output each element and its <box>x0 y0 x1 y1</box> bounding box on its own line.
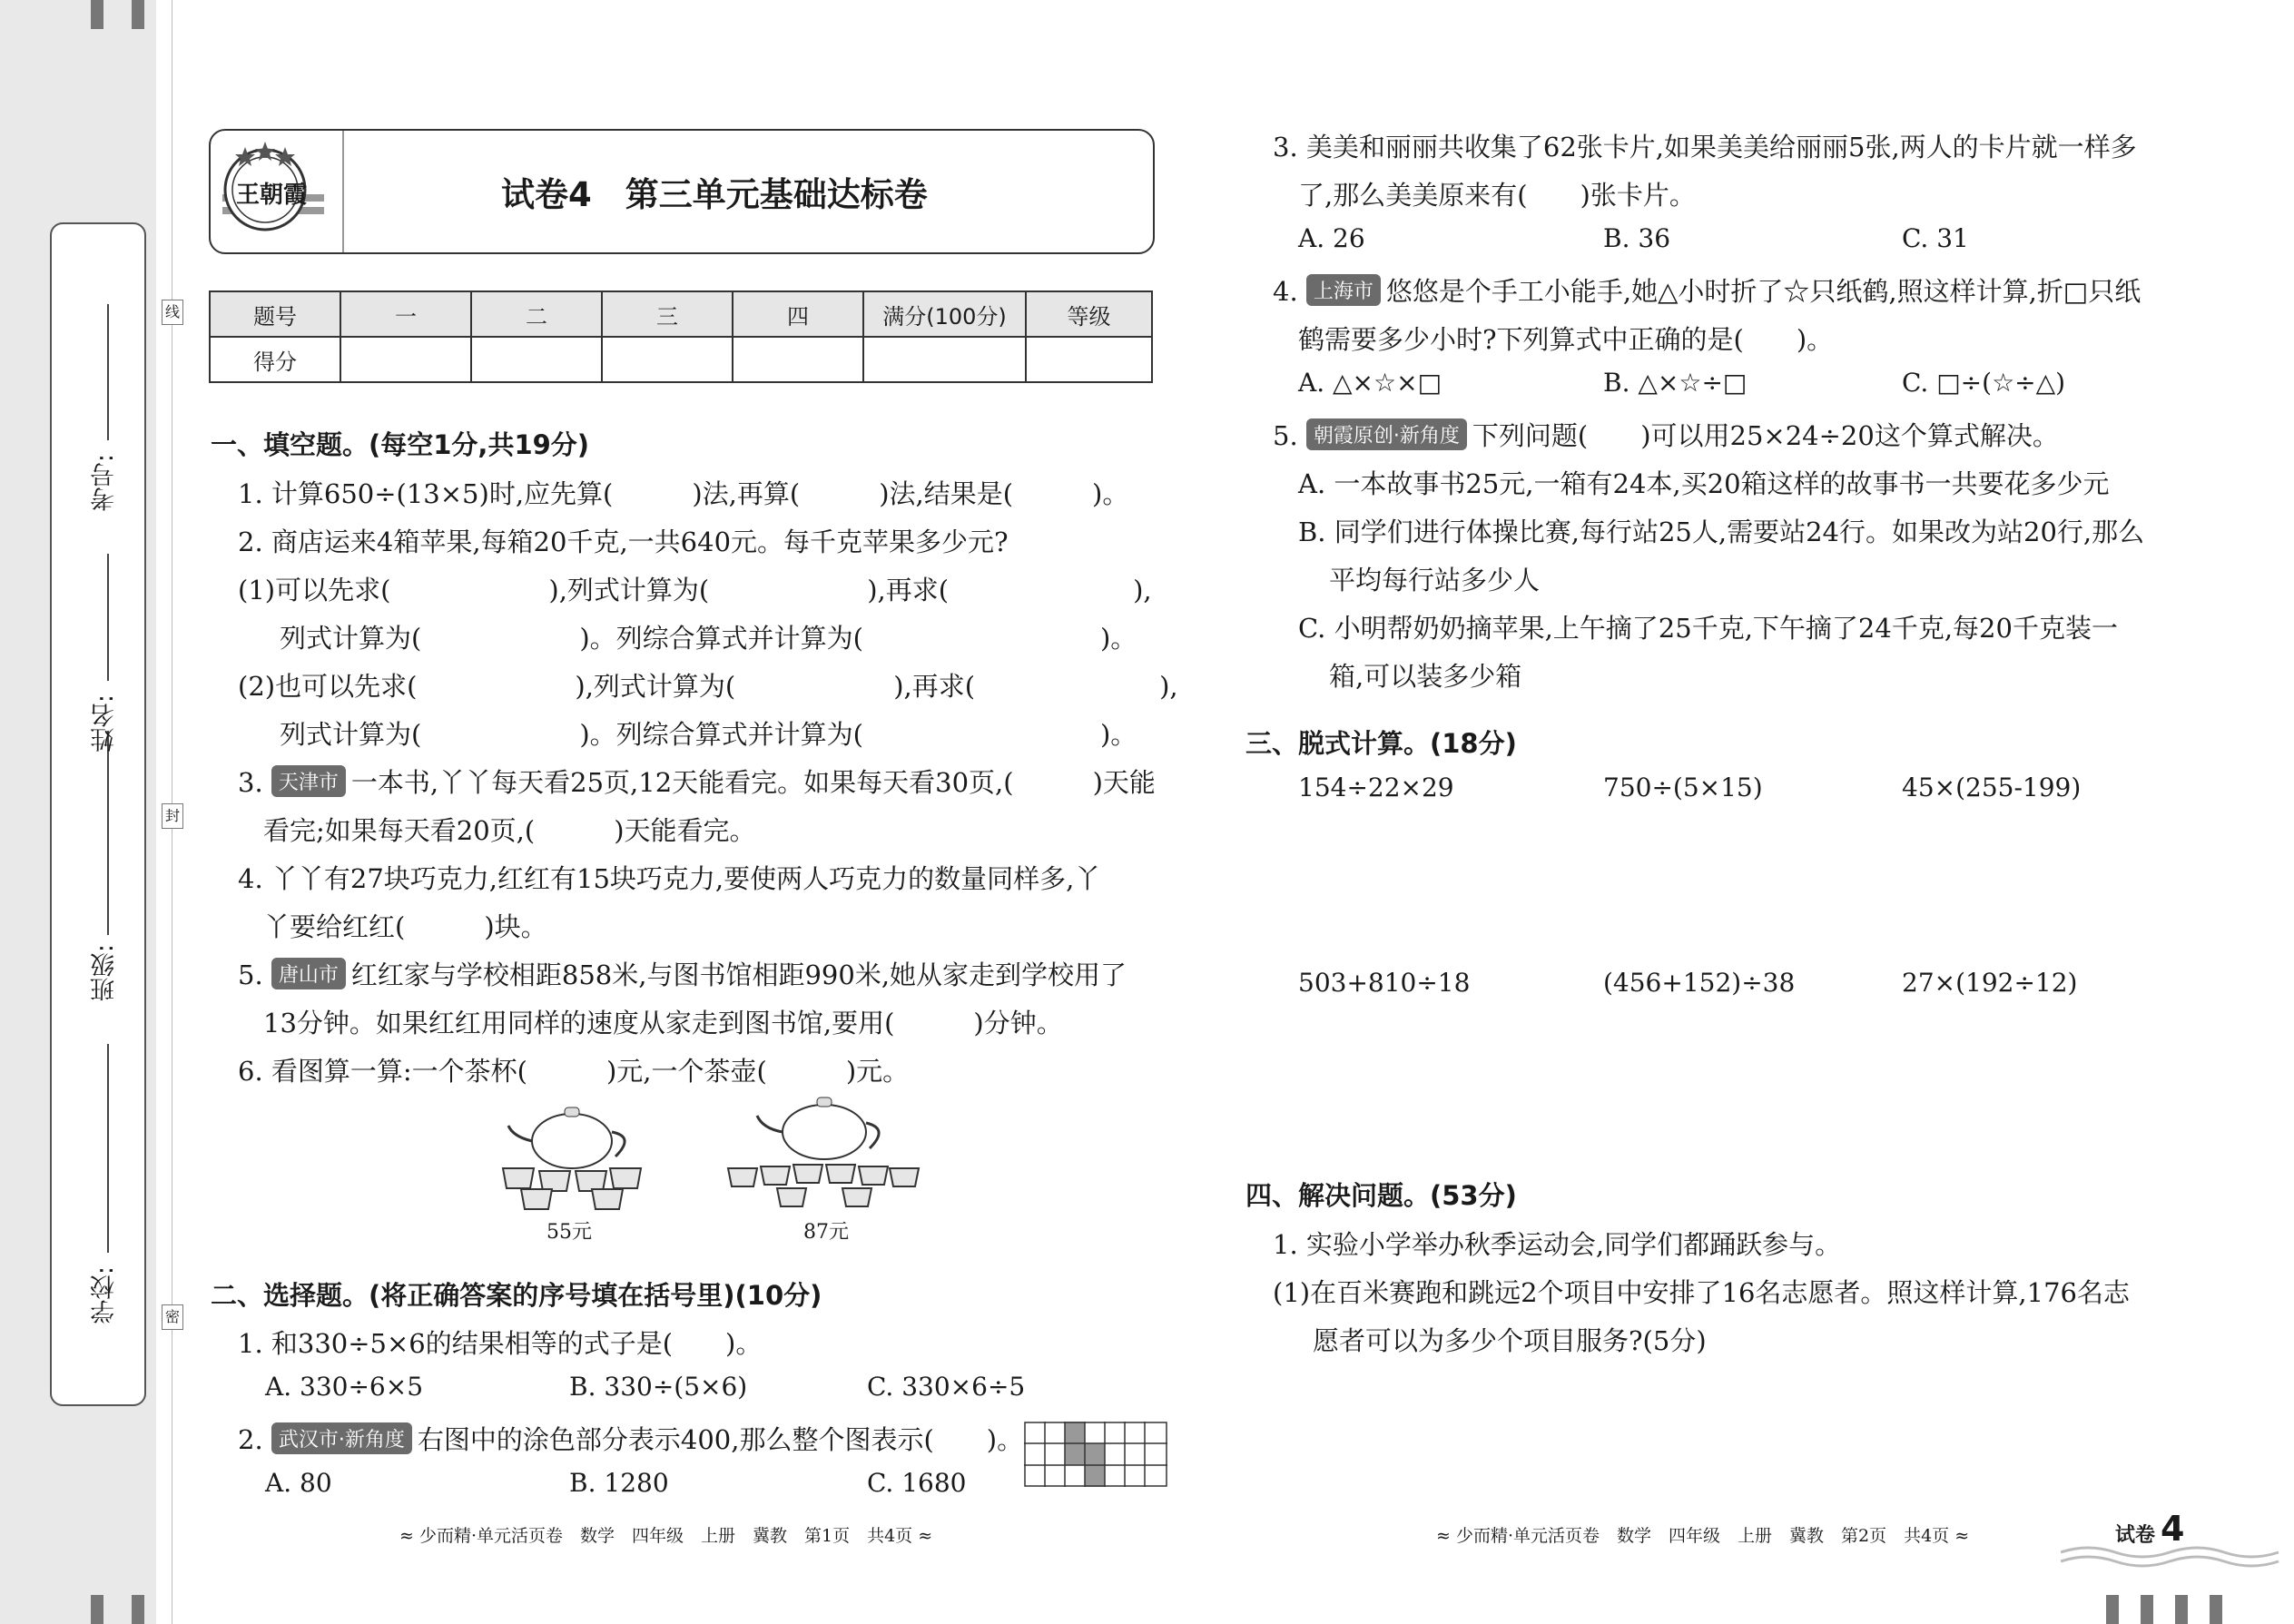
s1-q2-part1-line2: 列式计算为( )。列综合算式并计算为( )。 <box>280 623 1137 654</box>
school-label: 学校: <box>91 1266 119 1324</box>
title-divider <box>342 131 344 252</box>
s2-q4-option-c[interactable]: C. □÷(☆÷△) <box>1902 368 2066 398</box>
s2-q3-option-b[interactable]: B. 36 <box>1603 223 1671 253</box>
crop-mark <box>91 1595 103 1624</box>
s2-q5-option-c-line2: 箱,可以装多少箱 <box>1329 661 1522 692</box>
crop-mark <box>132 1595 144 1624</box>
section-1-title: 一、填空题。(每空1分,共19分) <box>211 429 590 460</box>
page-title: 试卷4 第三单元基础达标卷 <box>501 175 928 214</box>
score-input-total[interactable] <box>863 337 1026 382</box>
teaset-image-2 <box>726 1094 921 1221</box>
s2-q4-line2: 鹤需要多少小时?下列算式中正确的是( )。 <box>1298 324 1834 355</box>
s2-q4-option-a[interactable]: A. △×☆×□ <box>1298 368 1442 398</box>
exam-number-label: 考号: <box>91 454 119 512</box>
score-input-grade[interactable] <box>1026 337 1152 382</box>
table-cell: 等级 <box>1026 291 1152 337</box>
logo-text: 王朝霞 <box>236 182 308 209</box>
s1-question-2: 2. 商店运来4箱苹果,每箱20千克,一共640元。每千克苹果多少元? <box>238 527 1009 557</box>
calc-3: 45×(255-199) <box>1902 773 2082 802</box>
score-table-row <box>210 337 1152 382</box>
s2-q5-option-b-line2: 平均每行站多少人 <box>1329 565 1541 595</box>
teaset-1-price: 55元 <box>546 1221 592 1244</box>
table-cell: 得分 <box>210 337 340 382</box>
s2-question-5: 5. 朝霞原创·新角度 下列问题( )可以用25×24÷20这个算式解决。 <box>1273 420 2059 451</box>
s1-q2-part2-line2: 列式计算为( )。列综合算式并计算为( )。 <box>280 719 1137 750</box>
score-table-header <box>210 291 1152 337</box>
badge-number: 4 <box>2161 1509 2185 1549</box>
table-cell: 满分(100分) <box>863 291 1026 337</box>
shaded-grid-figure <box>1024 1422 1167 1491</box>
s2-q1-option-b[interactable]: B. 330÷(5×6) <box>569 1372 748 1402</box>
table-cell: 一 <box>340 291 471 337</box>
crop-mark <box>2210 1595 2222 1624</box>
class-field[interactable] <box>107 731 109 935</box>
table-cell: 三 <box>602 291 733 337</box>
s4-question-1: 1. 实验小学举办秋季运动会,同学们都踊跃参与。 <box>1273 1229 1842 1260</box>
s2-q3-option-a[interactable]: A. 26 <box>1298 223 1365 253</box>
badge-label: 试卷 <box>2115 1524 2156 1547</box>
school-field[interactable] <box>107 1044 109 1253</box>
s2-q5-option-b[interactable]: B. 同学们进行体操比赛,每行站25人,需要站24行。如果改为站20行,那么 <box>1298 517 2145 547</box>
footer-page-2: ≈ 少而精·单元活页卷 数学 四年级 上册 冀教 第2页 共4页 ≈ <box>1436 1526 1970 1546</box>
s1-q2-part1-line1: (1)可以先求( ),列式计算为( ),再求( ), <box>238 575 1152 605</box>
crop-mark <box>91 0 103 29</box>
score-input-4[interactable] <box>733 337 863 382</box>
class-label: 班级: <box>91 944 119 1002</box>
cut-mark-seal: 封 <box>162 803 183 829</box>
table-cell: 题号 <box>210 291 340 337</box>
name-field[interactable] <box>107 554 109 681</box>
table-cell: 二 <box>471 291 602 337</box>
title-box <box>209 129 1155 254</box>
s2-q5-option-a[interactable]: A. 一本故事书25元,一箱有24本,买20箱这样的故事书一共要花多少元 <box>1298 468 2110 499</box>
calc-6: 27×(192÷12) <box>1902 968 2078 998</box>
teaset-image-1 <box>499 1100 645 1218</box>
crop-mark <box>132 0 144 29</box>
s1-question-5: 5. 唐山市 红红家与学校相距858米,与图书馆相距990米,她从家走到学校用了 <box>238 960 1127 990</box>
score-input-3[interactable] <box>602 337 733 382</box>
score-table <box>209 290 1153 383</box>
calc-2: 750÷(5×15) <box>1603 773 1763 802</box>
calc-1: 154÷22×29 <box>1298 773 1454 802</box>
cut-mark-secret: 密 <box>162 1304 183 1330</box>
exam-number-field[interactable] <box>107 304 109 440</box>
s2-question-1: 1. 和330÷5×6的结果相等的式子是( )。 <box>238 1328 763 1359</box>
student-info-panel <box>50 222 146 1406</box>
score-input-2[interactable] <box>471 337 602 382</box>
s2-q5-option-c[interactable]: C. 小明帮奶奶摘苹果,上午摘了25千克,下午摘了24千克,每20千克装一 <box>1298 613 2118 644</box>
s2-q3-option-c[interactable]: C. 31 <box>1902 223 1969 253</box>
teaset-2-price: 87元 <box>803 1221 849 1244</box>
s1-q4-line2: 丫要给红红( )块。 <box>263 911 547 942</box>
publisher-logo <box>218 140 327 244</box>
s2-q1-option-a[interactable]: A. 330÷6×5 <box>265 1372 424 1402</box>
section-3-title: 三、脱式计算。(18分) <box>1245 728 1517 759</box>
footer-page-1: ≈ 少而精·单元活页卷 数学 四年级 上册 冀教 第1页 共4页 ≈ <box>399 1526 933 1546</box>
s2-q3-line2: 了,那么美美原来有( )张卡片。 <box>1298 180 1696 211</box>
region-tag: 武汉市·新角度 <box>271 1422 412 1454</box>
s1-q3-line2: 看完;如果每天看20页,( )天能看完。 <box>263 815 756 846</box>
table-cell: 四 <box>733 291 863 337</box>
s2-question-4: 4. 上海市 悠悠是个手工小能手,她△小时折了☆只纸鹤,照这样计算,折□只纸 <box>1273 276 2141 307</box>
calc-4: 503+810÷18 <box>1298 968 1471 998</box>
s2-question-3: 3. 美美和丽丽共收集了62张卡片,如果美美给丽丽5张,两人的卡片就一样多 <box>1273 132 2137 162</box>
calc-5: (456+152)÷38 <box>1603 968 1796 998</box>
exam-badge <box>2061 1509 2294 1570</box>
s1-question-1: 1. 计算650÷(13×5)时,应先算( )法,再算( )法,结果是( )。 <box>238 478 1129 509</box>
section-2-title: 二、选择题。(将正确答案的序号填在括号里)(10分) <box>211 1280 822 1311</box>
s2-q2-option-a[interactable]: A. 80 <box>265 1468 332 1498</box>
crop-mark <box>2175 1595 2188 1624</box>
s1-question-6: 6. 看图算一算:一个茶杯( )元,一个茶壶( )元。 <box>238 1056 910 1087</box>
s1-q5-line2: 13分钟。如果红红用同样的速度从家走到图书馆,要用( )分钟。 <box>263 1008 1063 1038</box>
section-4-title: 四、解决问题。(53分) <box>1245 1180 1517 1211</box>
name-label: 姓名: <box>91 694 119 753</box>
region-tag: 天津市 <box>271 765 346 797</box>
s2-q1-option-c[interactable]: C. 330×6÷5 <box>867 1372 1026 1402</box>
crop-mark <box>2141 1595 2153 1624</box>
crop-mark <box>2106 1595 2119 1624</box>
region-tag: 唐山市 <box>271 958 346 989</box>
score-input-1[interactable] <box>340 337 471 382</box>
s1-q2-part2-line1: (2)也可以先求( ),列式计算为( ),再求( ), <box>238 671 1178 702</box>
s2-q4-option-b[interactable]: B. △×☆÷□ <box>1603 368 1748 398</box>
s1-question-4: 4. 丫丫有27块巧克力,红红有15块巧克力,要使两人巧克力的数量同样多,丫 <box>238 863 1101 894</box>
cut-mark-line: 线 <box>162 300 183 325</box>
s1-question-3: 3. 天津市 一本书,丫丫每天看25页,12天能看完。如果每天看30页,( )天能 <box>238 767 1156 798</box>
s2-q2-option-c[interactable]: C. 1680 <box>867 1468 967 1498</box>
region-tag: 朝霞原创·新角度 <box>1306 418 1467 450</box>
s4-q1-part1-line1: (1)在百米赛跑和跳远2个项目中安排了16名志愿者。照这样计算,176名志 <box>1273 1277 2131 1308</box>
s2-question-2: 2. 武汉市·新角度 右图中的涂色部分表示400,那么整个图表示( )。 <box>238 1424 1024 1455</box>
region-tag: 上海市 <box>1306 274 1381 306</box>
s4-q1-part1-line2: 愿者可以为多少个项目服务?(5分) <box>1313 1325 1707 1356</box>
s2-q2-option-b[interactable]: B. 1280 <box>569 1468 669 1498</box>
